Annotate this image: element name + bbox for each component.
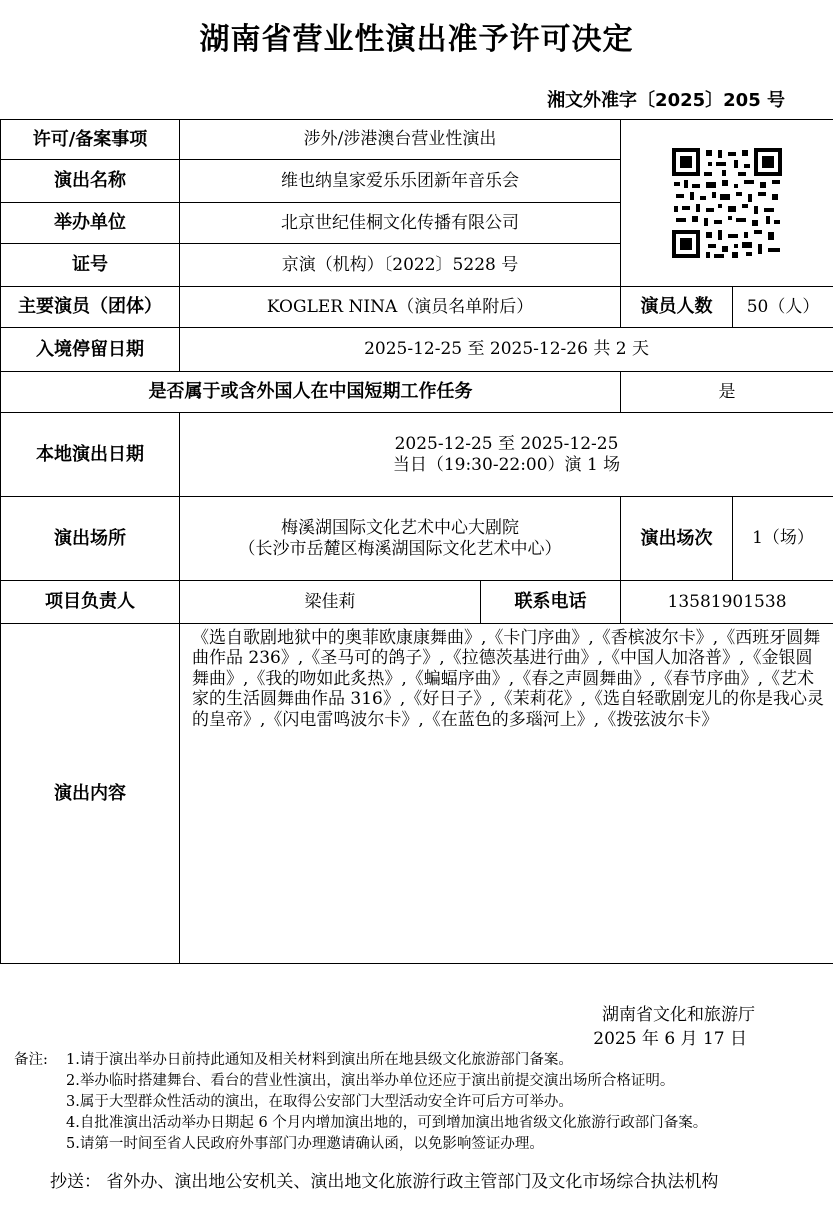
document-title: 湖南省营业性演出准予许可决定 [199,22,634,57]
short-task-label: 是否属于或含外国人在中国短期工作任务 [1,372,621,413]
name-value: 维也纳皇家爱乐乐团新年音乐会 [180,160,621,203]
performer-value: KOGLER NINA（演员名单附后） [180,287,621,328]
note-item: 3.属于大型群众性活动的演出，在取得公安部门大型活动安全许可后方可举办。 [66,1094,573,1110]
count-label: 演员人数 [621,287,733,328]
note-item: 4.自批准演出活动举办日期起 6 个月内增加演出地的，可到增加演出地省级文化旅游行政部门备案。 [66,1115,708,1131]
count-value: 50（人） [733,287,833,328]
sessions-value: 1（场） [733,497,833,581]
cc-list: 抄送： 省外办、演出地公安机关、演出地文化旅游行政主管部门及文化市场综合执法机构 [50,1172,719,1192]
phone-value: 13581901538 [621,581,833,624]
local-date-line2: 当日（19:30-22:00）演 1 场 [392,454,621,475]
local-date-label: 本地演出日期 [1,413,180,497]
notes-head: 备注: [14,1052,48,1068]
permit-table [0,119,833,964]
venue-line2: （长沙市岳麓区梅溪湖国际文化艺术中心） [238,538,562,559]
phone-label: 联系电话 [481,581,621,624]
org-value: 北京世纪佳桐文化传播有限公司 [180,203,621,244]
name-label: 演出名称 [1,160,180,203]
qr-cell [621,120,833,287]
issuer: 湖南省文化和旅游厅 [602,1005,755,1025]
cert-value: 京演（机构）〔2022〕5228 号 [180,244,621,287]
local-date-line1: 2025-12-25 至 2025-12-25 [394,434,619,455]
venue-value [180,497,621,581]
content-value: 《选自歌剧地狱中的奥菲欧康康舞曲》,《卡门序曲》,《香槟波尔卡》,《西班牙圆舞曲作品 236》,《圣马可的鸽子》,《拉德茨基进行曲》,《中国人加洛普》,《金银圆舞曲》,《我的吻如此炙热》,《蝙蝠序曲》,《春之声圆舞曲》,《春节序曲》,《艺术家的生活圆舞曲作品 316》,《好日子》,《茉莉花》,《选自轻歌剧宠儿的你是我心灵的皇帝》,《闪电雷鸣波尔卡》,《在蓝色的多瑙河上》,《拨弦波尔卡》 [180,624,833,964]
item-value: 涉外/涉港澳台营业性演出 [180,120,621,160]
local-date-value [180,413,833,497]
cert-label: 证号 [1,244,180,287]
issue-date: 2025 年 6 月 17 日 [593,1029,747,1049]
performer-label: 主要演员（团体） [1,287,180,328]
document-number: 湘文外准字〔2025〕205 号 [547,90,785,111]
stay-label: 入境停留日期 [1,328,180,372]
note-item: 1.请于演出举办日前持此通知及相关材料到演出所在地县级文化旅游部门备案。 [66,1052,573,1068]
content-label: 演出内容 [1,624,180,964]
notes-list [66,1050,707,1155]
manager-label: 项目负责人 [1,581,180,624]
note-item: 2.举办临时搭建舞台、看台的营业性演出，演出举办单位还应于演出前提交演出场所合格证明。 [66,1073,675,1089]
note-item: 5.请第一时间至省人民政府外事部门办理邀请确认函，以免影响签证办理。 [66,1136,544,1152]
sessions-label: 演出场次 [621,497,733,581]
venue-line1: 梅溪湖国际文化艺术中心大剧院 [281,518,520,539]
stay-value: 2025-12-25 至 2025-12-26 共 2 天 [180,328,833,372]
item-label: 许可/备案事项 [1,120,180,160]
venue-label: 演出场所 [1,497,180,581]
short-task-value: 是 [621,372,833,413]
qr-code-icon [672,148,782,258]
manager-value: 梁佳莉 [180,581,481,624]
org-label: 举办单位 [1,203,180,244]
